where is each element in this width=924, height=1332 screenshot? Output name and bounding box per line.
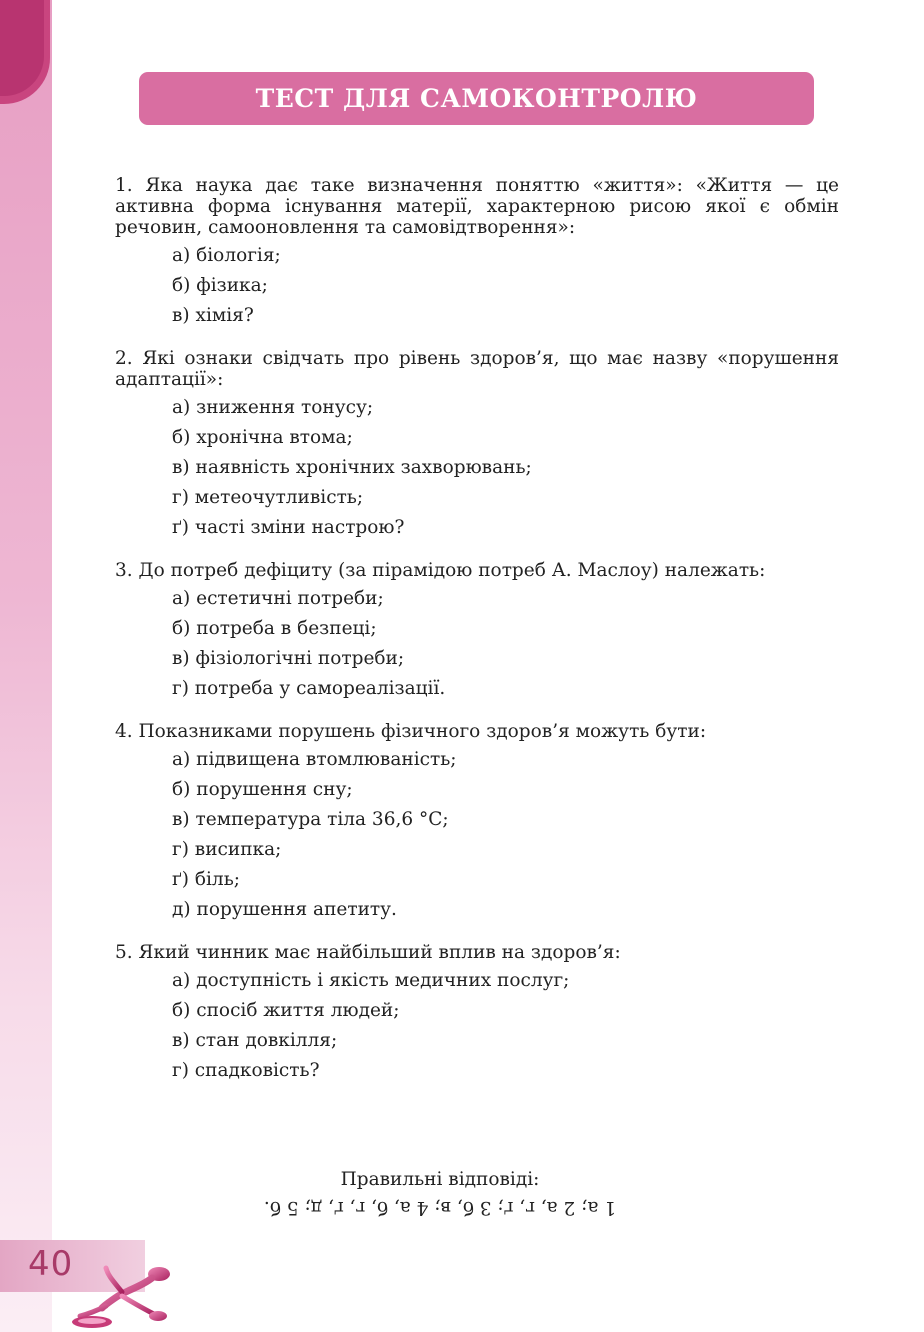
question-1 [115,175,839,326]
answer-option: б) потреба в безпеці; [172,618,377,639]
answers-block [140,1169,740,1218]
answer-option: а) доступність і якість медичних послуг; [172,970,570,991]
answer-option: б) фізика; [172,275,268,296]
dancing-figure-icon [62,1252,182,1330]
question-5 [115,942,839,1081]
answer-option: в) наявність хронічних захворювань; [172,457,532,478]
question-text: 2. Які ознаки свідчать про рівень здоров’я, що має назву «порушення адаптації»: [115,348,839,390]
answer-option: ґ) біль; [172,869,240,890]
side-decor-stripe [0,0,52,1332]
answer-option: в) температура тіла 36,6 °С; [172,809,449,830]
answer-option: г) висипка; [172,839,282,860]
question-text: 1. Яка наука дає таке визначення поняттю «життя»: «Життя — це активна форма існування матерії, характерною рисою якої є обмін речовин, самооновлення та самовідтворення»: [115,175,839,238]
answer-option: в) стан довкілля; [172,1030,338,1051]
answers-title: Правильні відповіді: [340,1169,540,1190]
answer-option: б) спосіб життя людей; [172,1000,400,1021]
test-header-bar [139,72,814,125]
question-text: 3. До потреб дефіциту (за пірамідою потреб А. Маслоу) належать: [115,560,766,581]
answers-key-inverted: 1 а; 2 а, г, ґ; 3 б, в; 4 а, б, г, ґ, д; 5 б. [263,1197,617,1218]
answer-option: г) потреба у самореалізації. [172,678,446,699]
page-title: ТЕСТ ДЛЯ САМОКОНТРОЛЮ [255,84,698,113]
answer-option: а) підвищена втомлюваність; [172,749,457,770]
answer-option: г) метеочутливість; [172,487,364,508]
answer-option: а) естетичні потреби; [172,588,384,609]
question-text: 4. Показниками порушень фізичного здоров’я можуть бути: [115,721,707,742]
page-number: 40 [28,1244,74,1284]
answer-option: г) спадковість? [172,1060,320,1081]
answer-option: д) порушення апетиту. [172,899,397,920]
answer-option: в) хімія? [172,305,254,326]
answer-option: б) порушення сну; [172,779,353,800]
answer-option: б) хронічна втома; [172,427,353,448]
answer-option: ґ) часті зміни настрою? [172,517,405,538]
question-3 [115,560,839,699]
question-4 [115,721,839,920]
page-footer [0,1240,210,1332]
answer-option: а) біологія; [172,245,281,266]
answer-option: а) зниження тонусу; [172,397,374,418]
question-2 [115,348,839,538]
answer-option: в) фізіологічні потреби; [172,648,405,669]
test-content [115,175,839,1103]
question-text: 5. Який чинник має найбільший вплив на здоров’я: [115,942,621,963]
